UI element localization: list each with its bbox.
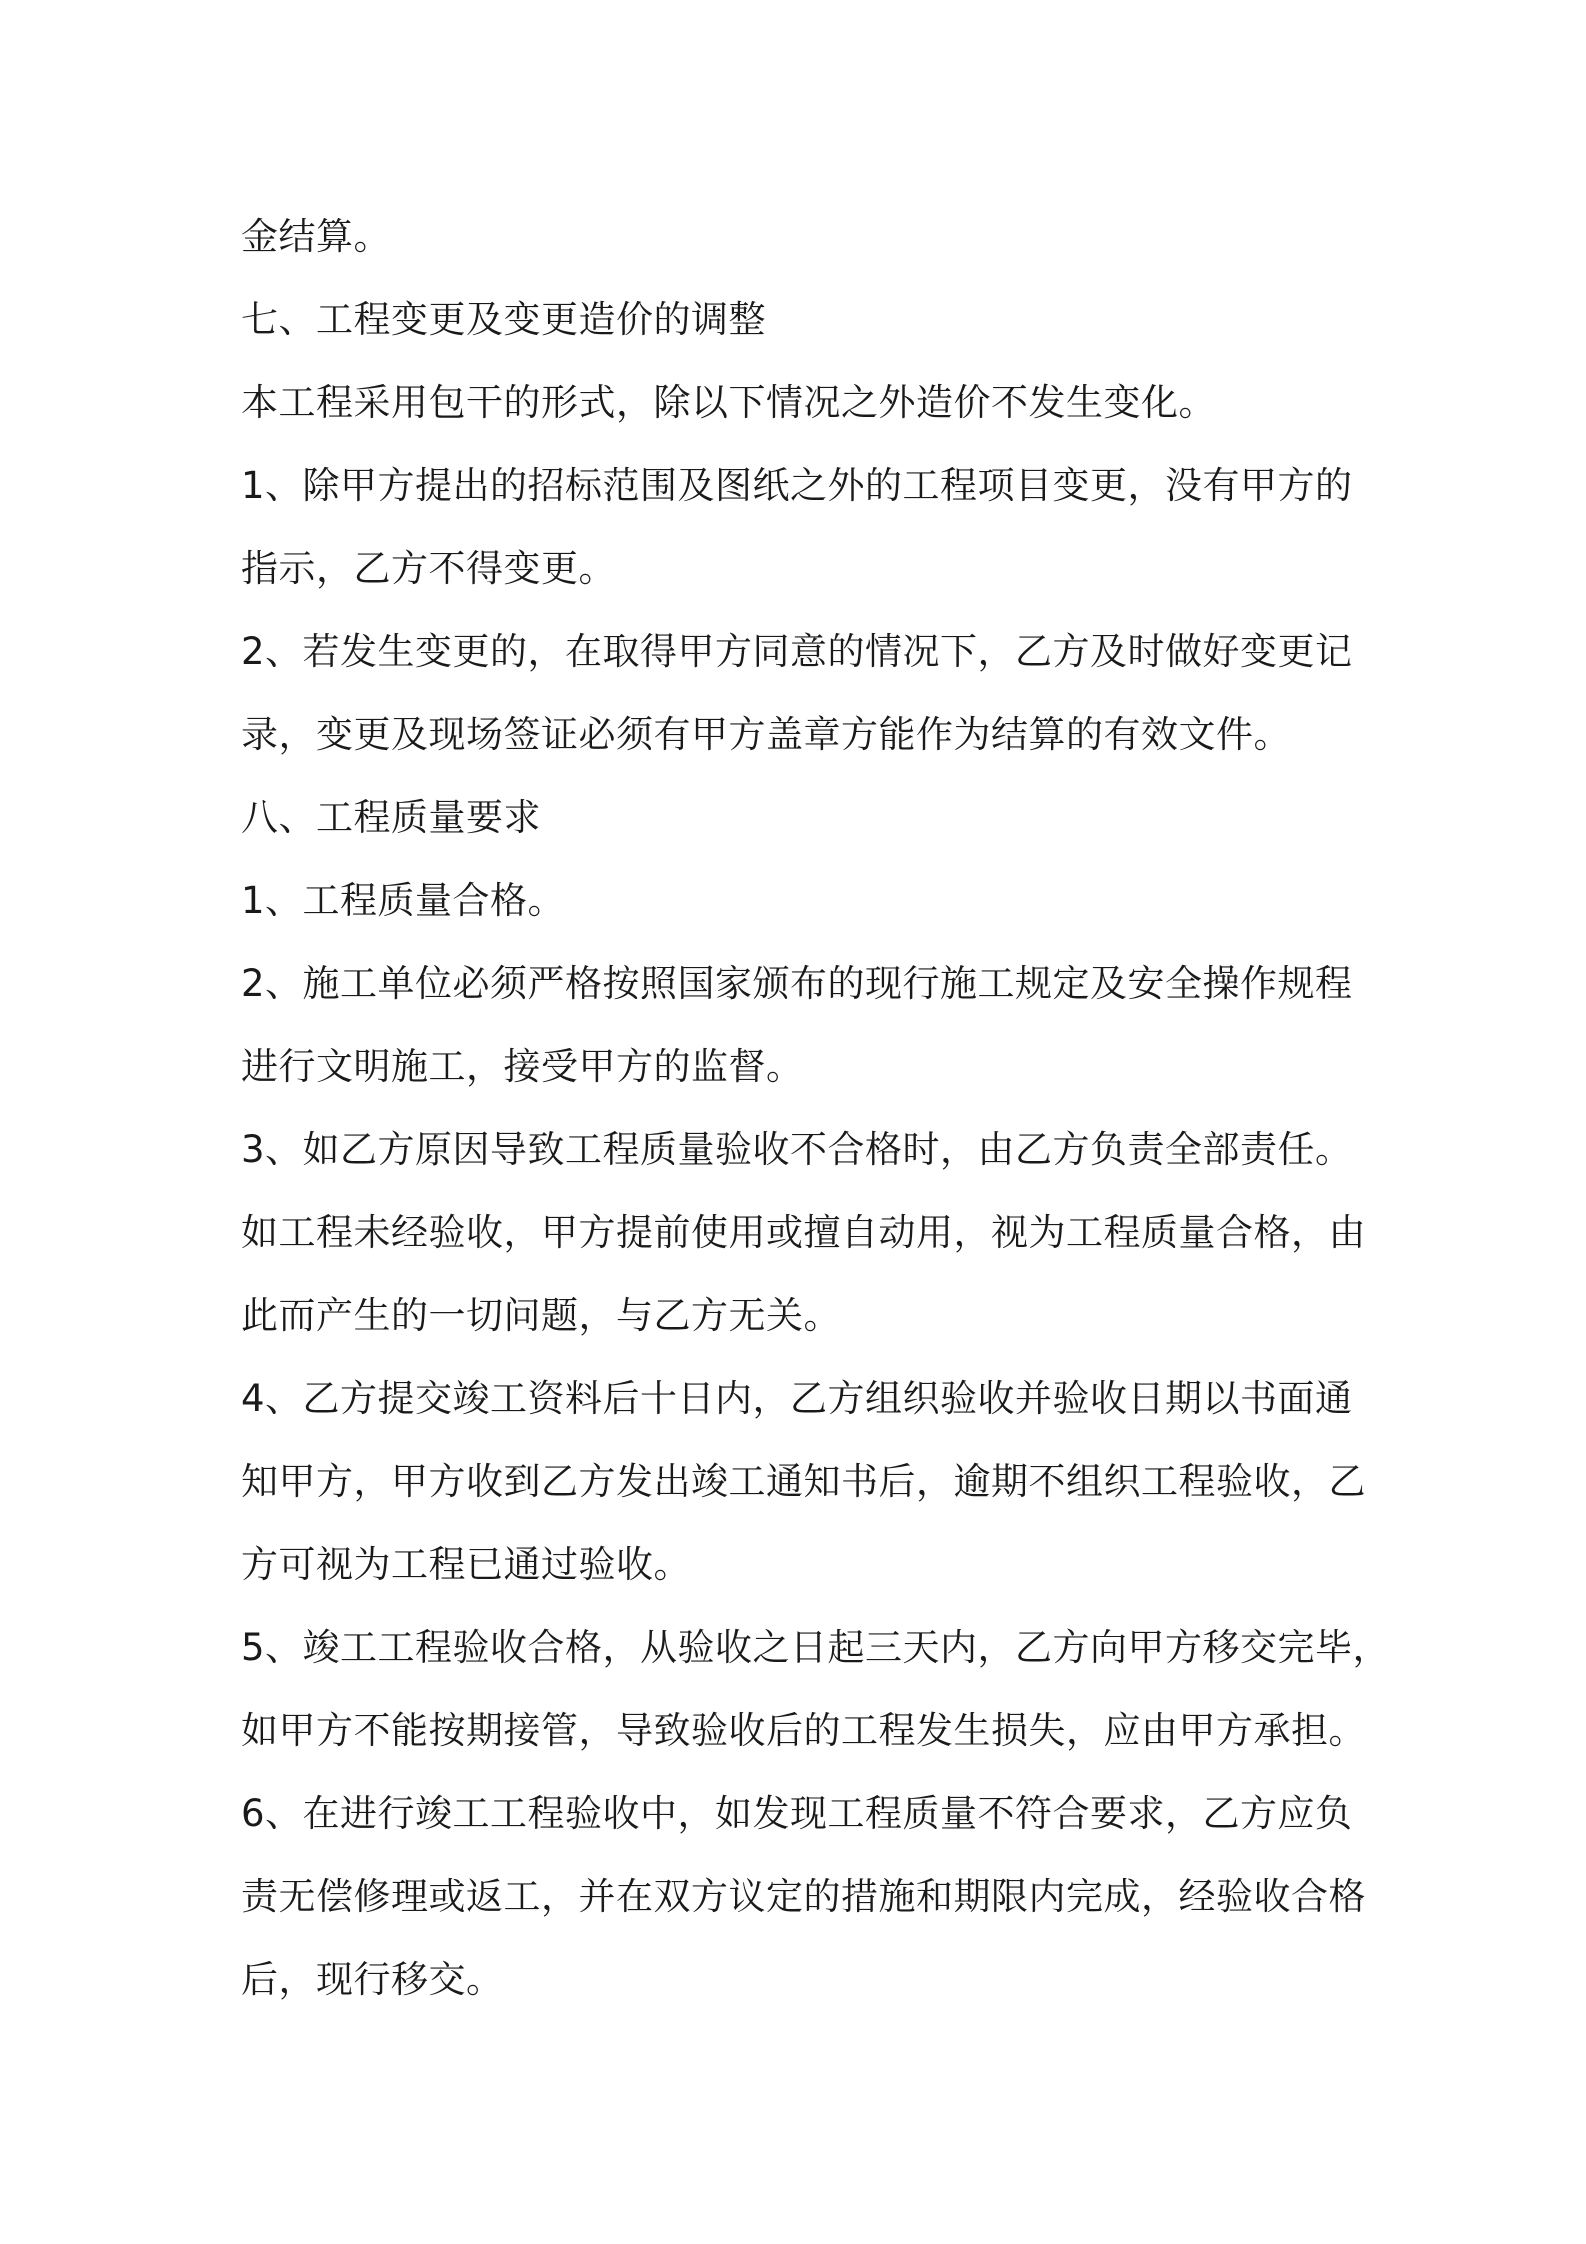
list-item: [241, 1357, 1366, 1606]
text-line: 此而产生的一切问题，与乙方无关。: [241, 1294, 841, 1337]
list-item: [241, 1772, 1366, 2021]
text-line: 2、施工单位必须严格按照国家颁布的现行施工规定及安全操作规程: [241, 962, 1353, 1005]
paragraph: [241, 195, 1361, 278]
text-line: 责无偿修理或返工，并在双方议定的措施和期限内完成，经验收合格: [241, 1875, 1366, 1918]
list-item: [241, 1108, 1366, 1357]
text-line: 2、若发生变更的，在取得甲方同意的情况下，乙方及时做好变更记: [241, 630, 1353, 673]
text-line: 如甲方不能按期接管，导致验收后的工程发生损失，应由甲方承担。: [241, 1709, 1366, 1752]
paragraph: [241, 361, 1361, 444]
text-line: 进行文明施工，接受甲方的监督。: [241, 1045, 804, 1088]
text-line: 5、竣工工程验收合格，从验收之日起三天内，乙方向甲方移交完毕，: [241, 1626, 1391, 1669]
section-heading: [241, 776, 1361, 859]
text-line: 金结算。: [241, 215, 391, 258]
text-line: 知甲方，甲方收到乙方发出竣工通知书后，逾期不组织工程验收，乙: [241, 1460, 1366, 1503]
text-line: 4、乙方提交竣工资料后十日内，乙方组织验收并验收日期以书面通: [241, 1377, 1353, 1420]
document-body: [241, 195, 1391, 2021]
text-line: 七、工程变更及变更造价的调整: [241, 298, 766, 341]
list-item: [241, 444, 1361, 610]
text-line: 本工程采用包干的形式，除以下情况之外造价不发生变化。: [241, 381, 1216, 424]
text-line: 后，现行移交。: [241, 1958, 504, 2001]
text-line: 1、工程质量合格。: [241, 879, 566, 922]
text-line: 八、工程质量要求: [241, 796, 541, 839]
text-line: 指示，乙方不得变更。: [241, 547, 616, 590]
text-line: 1、除甲方提出的招标范围及图纸之外的工程项目变更，没有甲方的: [241, 464, 1353, 507]
text-line: 6、在进行竣工工程验收中，如发现工程质量不符合要求，乙方应负: [241, 1792, 1353, 1835]
list-item: [241, 942, 1361, 1108]
text-line: 3、如乙方原因导致工程质量验收不合格时，由乙方负责全部责任。: [241, 1128, 1353, 1171]
text-line: 如工程未经验收，甲方提前使用或擅自动用，视为工程质量合格，由: [241, 1211, 1366, 1254]
list-item: [241, 859, 1361, 942]
text-line: 录，变更及现场签证必须有甲方盖章方能作为结算的有效文件。: [241, 713, 1291, 756]
section-heading: [241, 278, 1361, 361]
list-item: [241, 610, 1361, 776]
text-line: 方可视为工程已通过验收。: [241, 1543, 691, 1586]
list-item: [241, 1606, 1391, 1772]
